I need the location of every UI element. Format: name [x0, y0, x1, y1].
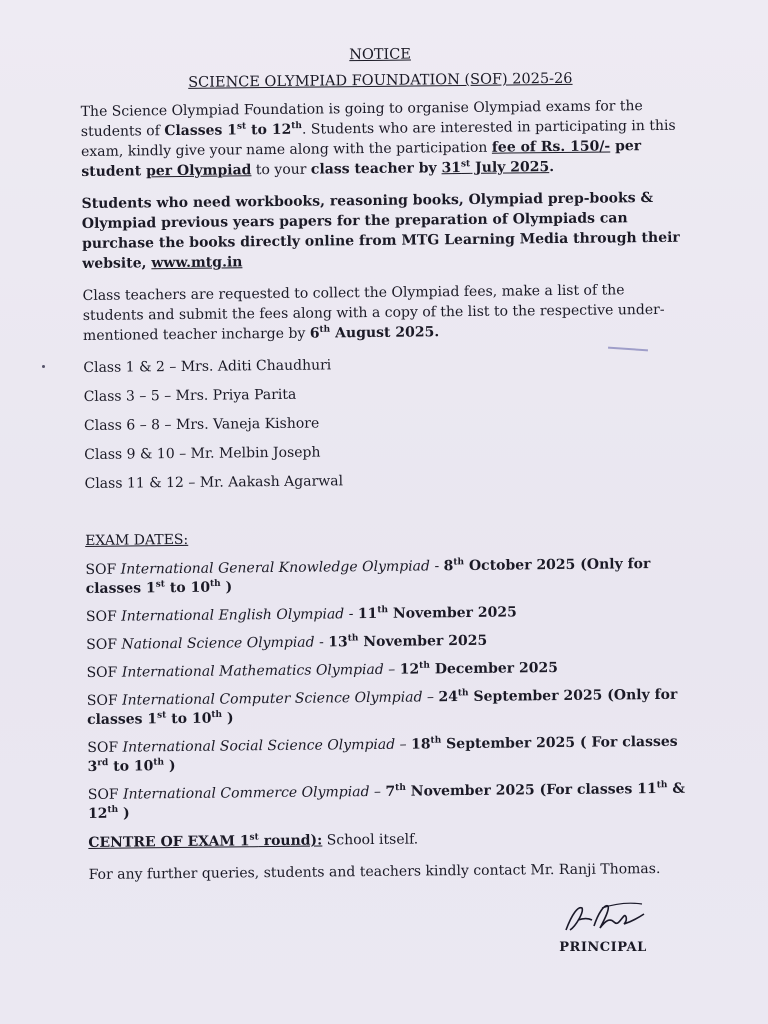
exam-item: SOF International Commerce Olympiad – 7th November 2025 (For classes 11th & 12th ): [87, 780, 686, 822]
deadline-date: 31st July 2025: [441, 159, 550, 177]
notice-title: SCIENCE OLYMPIAD FOUNDATION (SOF) 2025-26: [188, 70, 573, 91]
teacher-item: Class 1 & 2 – Mrs. Aditi Chaudhuri: [83, 357, 332, 376]
teacher-list: [83, 352, 684, 503]
exam-item: SOF International Social Science Olympiad – 18th September 2025 ( For classes 3rd to 10th ): [87, 733, 678, 775]
exam-list: [85, 555, 688, 824]
intro-paragraph: The Science Olympiad Foundation is going to organise Olympiad exams for the students of Classes 1st to 12th. Students who are interested in participating in this exam, kindly give your name along with the participation fee of Rs. 150/- per student per Olympiad to your class teacher by 31st July 2025.: [80, 98, 676, 180]
teacher-item: Class 11 & 12 – Mr. Aakash Agarwal: [84, 473, 344, 492]
books-paragraph: Students who need workbooks, reasoning books, Olympiad prep-books & Olympiad previous years papers for the preparation of Olympiads can purchase the books directly online from MTG Learning Media through their website, www.mtg.in: [81, 190, 680, 272]
exam-centre: CENTRE OF EXAM 1st round): School itself.: [88, 831, 419, 851]
teacher-item: Class 9 & 10 – Mr. Melbin Joseph: [84, 444, 321, 463]
exam-item: SOF International English Olympiad - 11th November 2025: [85, 604, 517, 625]
signature-icon: [558, 900, 648, 936]
exam-item: SOF International General Knowledge Olympiad - 8th October 2025 (Only for classes 1st to 10th ): [85, 556, 651, 597]
fees-paragraph: Class teachers are requested to collect the Olympiad fees, make a list of the students and submit the fees along with a copy of the list to the respective under-mentioned teacher incharge by 6th August 2025.: [82, 282, 665, 344]
principal-label: PRINCIPAL: [559, 940, 647, 955]
fee-text: fee of Rs. 150/-: [491, 138, 611, 156]
queries-text: For any further queries, students and teachers kindly contact Mr. Ranji Thomas.: [88, 860, 661, 883]
exam-dates-heading: EXAM DATES:: [85, 531, 189, 549]
teacher-item: Class 6 – 8 – Mrs. Vaneja Kishore: [83, 415, 320, 434]
exam-item: SOF International Computer Science Olympiad – 24th September 2025 (Only for classes 1st to 10th ): [86, 686, 678, 728]
speck-mark: [42, 365, 45, 368]
signature-block: [548, 900, 658, 955]
notice-heading: NOTICE: [349, 46, 411, 64]
teacher-item: Class 3 – 5 – Mrs. Priya Parita: [83, 386, 297, 405]
exam-item: SOF National Science Olympiad - 13th November 2025: [86, 632, 488, 653]
website-link[interactable]: www.mtg.in: [151, 254, 243, 272]
notice-content: [80, 42, 689, 885]
exam-item: SOF International Mathematics Olympiad – 12th December 2025: [86, 660, 559, 681]
